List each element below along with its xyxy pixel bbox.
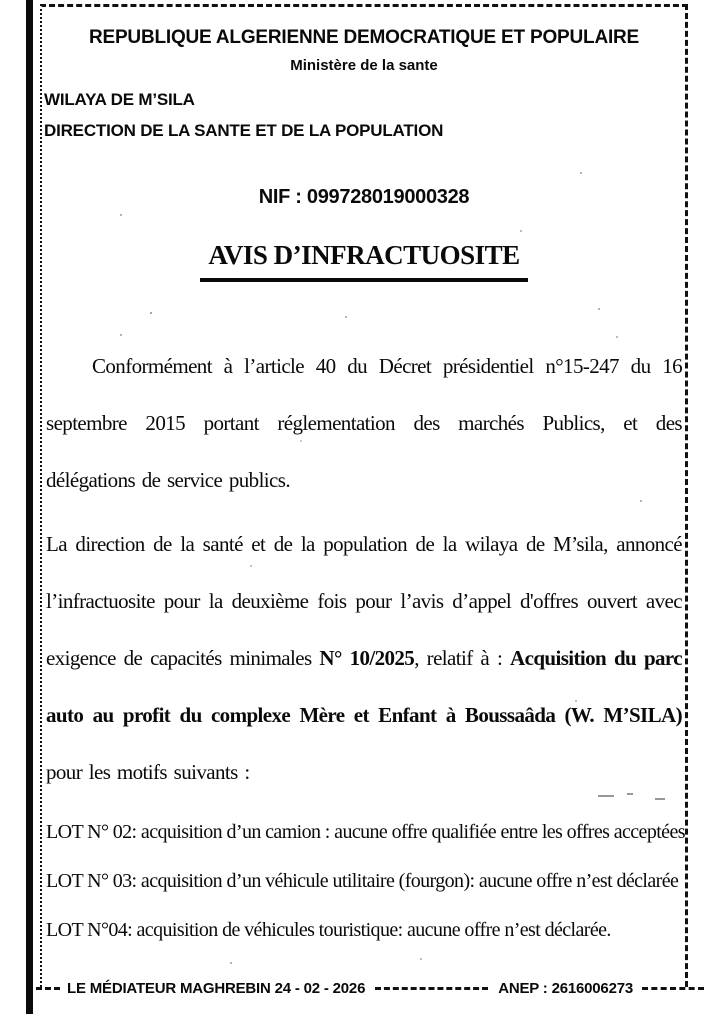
footer-anep: ANEP : 2616006273 bbox=[498, 979, 633, 997]
ministry-heading: Ministère de la sante bbox=[290, 57, 438, 74]
paragraph-regulation bbox=[46, 338, 682, 509]
text-line: pour les motifs suivants : bbox=[46, 760, 250, 784]
lot-list bbox=[46, 808, 686, 955]
nif-line: NIF : 099728019000328 bbox=[258, 186, 470, 208]
tender-number: N° 10/2025 bbox=[319, 646, 415, 670]
lot-line-04: LOT N°04: acquisition de véhicules touristique: aucune offre n’est déclarée. bbox=[46, 919, 611, 941]
dashed-divider bbox=[642, 987, 704, 990]
scan-edge-bar bbox=[26, 0, 33, 1014]
document-title bbox=[46, 240, 682, 282]
dashed-divider bbox=[375, 987, 488, 990]
dashed-divider bbox=[36, 987, 60, 990]
paragraph-announcement bbox=[46, 516, 682, 801]
tender-object: Acquisition du parc bbox=[510, 646, 682, 670]
text-line: Conformément à l’article 40 du Décret présidentiel n°15-247 du 16 bbox=[92, 354, 682, 378]
direction-heading: DIRECTION DE LA SANTE ET DE LA POPULATION bbox=[44, 121, 444, 140]
text-line: septembre 2015 portant réglementation des marchés Publics, et des bbox=[46, 411, 682, 435]
text-line: l’infractuosite pour la deuxième fois pour l’avis d’appel d'offres ouvert avec bbox=[46, 589, 682, 613]
republic-heading: REPUBLIQUE ALGERIENNE DEMOCRATIQUE ET POPULAIRE bbox=[88, 27, 640, 48]
title-underline: AVIS D’INFRACTUOSITE bbox=[200, 240, 527, 282]
footer-publication: LE MÉDIATEUR MAGHREBIN 24 - 02 - 2026 bbox=[67, 979, 366, 997]
text-segment: , relatif à : bbox=[414, 646, 511, 670]
footer-row bbox=[36, 974, 704, 1002]
text-line: La direction de la santé et de la population de la wilaya de M’sila, annoncé bbox=[46, 532, 682, 556]
scan-noise bbox=[0, 0, 2, 2]
lot-line-03: LOT N° 03: acquisition d’un véhicule utilitaire (fourgon): aucune offre n’est déclarée bbox=[46, 870, 679, 892]
wilaya-heading: WILAYA DE M’SILA bbox=[44, 90, 195, 109]
tender-object-continued: auto au profit du complexe Mère et Enfant à Boussaâda (W. M’SILA) bbox=[46, 703, 682, 727]
text-segment: exigence de capacités minimales bbox=[46, 646, 320, 670]
lot-line-02: LOT N° 02: acquisition d’un camion : aucune offre qualifiée entre les offres acceptées bbox=[46, 821, 685, 843]
text-line: délégations de service publics. bbox=[46, 468, 290, 492]
text-line bbox=[46, 630, 682, 687]
